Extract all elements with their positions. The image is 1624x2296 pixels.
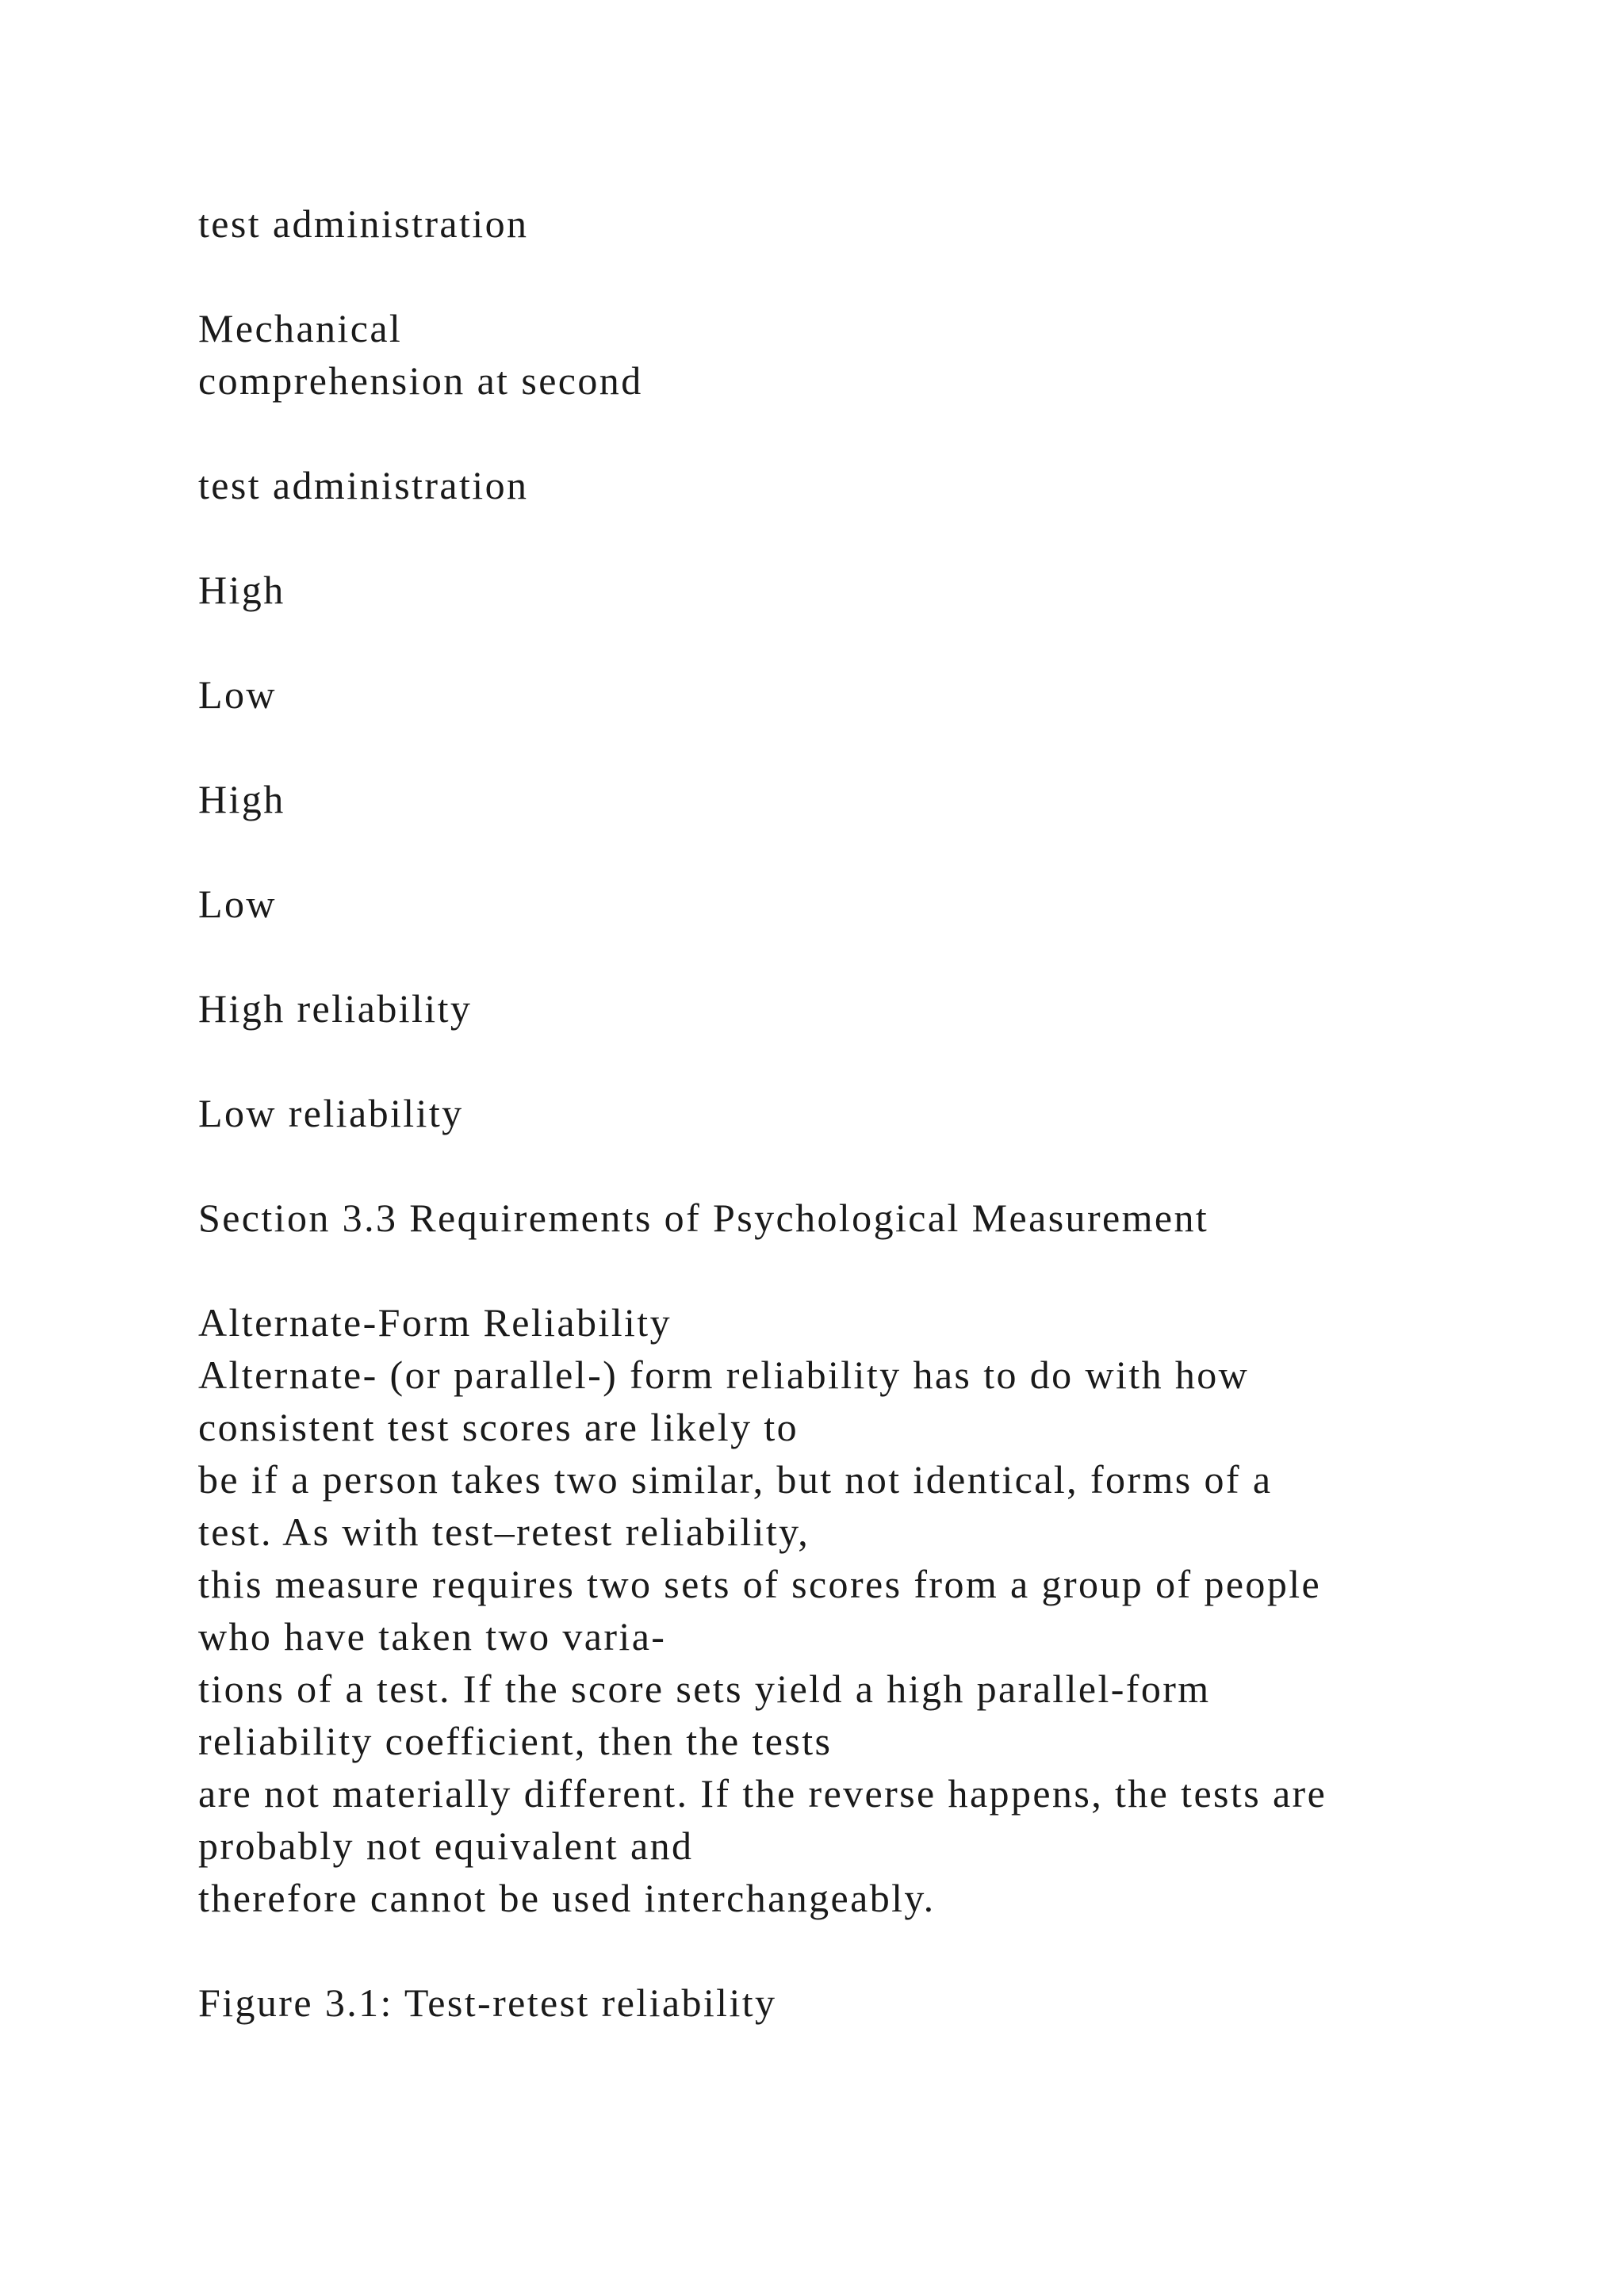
- paragraph-line: tions of a test. If the score sets yield a high parallel-form: [198, 1667, 1211, 1711]
- blank-line: [198, 721, 1515, 773]
- section-heading: Section 3.3 Requirements of Psychological Measurement: [198, 1196, 1209, 1240]
- blank-line: [198, 825, 1515, 878]
- blank-line: [198, 930, 1515, 982]
- paragraph-line: are not materially different. If the reverse happens, the tests are: [198, 1771, 1327, 1816]
- figure-caption: Figure 3.1: Test-retest reliability: [198, 1980, 777, 2025]
- paragraph-line: therefore cannot be used interchangeably.: [198, 1876, 936, 1920]
- text-line: Low: [198, 882, 277, 926]
- subsection-heading: Alternate-Form Reliability: [198, 1300, 672, 1345]
- text-line: High: [198, 777, 285, 821]
- paragraph-line: probably not equivalent and: [198, 1823, 694, 1868]
- text-line: High reliability: [198, 986, 473, 1031]
- blank-line: [198, 511, 1515, 564]
- text-line: Low reliability: [198, 1091, 464, 1135]
- paragraph-line: who have taken two varia-: [198, 1614, 667, 1659]
- blank-line: [198, 616, 1515, 668]
- text-line: test administration: [198, 463, 529, 507]
- text-line: Mechanical: [198, 306, 403, 350]
- blank-line: [198, 250, 1515, 302]
- text-line: Low: [198, 672, 277, 717]
- blank-line: [198, 1139, 1515, 1192]
- paragraph-line: be if a person takes two similar, but not identical, forms of a: [198, 1457, 1273, 1502]
- text-line: High: [198, 568, 285, 612]
- blank-line: [198, 1244, 1515, 1296]
- paragraph-line: Alternate- (or parallel-) form reliability has to do with how: [198, 1353, 1250, 1397]
- paragraph-line: consistent test scores are likely to: [198, 1405, 799, 1449]
- document-body: [198, 197, 1515, 2029]
- blank-line: [198, 407, 1515, 459]
- paragraph-line: test. As with test–retest reliability,: [198, 1510, 810, 1554]
- blank-line: [198, 1035, 1515, 1087]
- paragraph-line: reliability coefficient, then the tests: [198, 1719, 833, 1763]
- paragraph-line: this measure requires two sets of scores from a group of people: [198, 1562, 1322, 1606]
- blank-line: [198, 1924, 1515, 1976]
- text-line: comprehension at second: [198, 358, 643, 403]
- text-line: test administration: [198, 201, 529, 246]
